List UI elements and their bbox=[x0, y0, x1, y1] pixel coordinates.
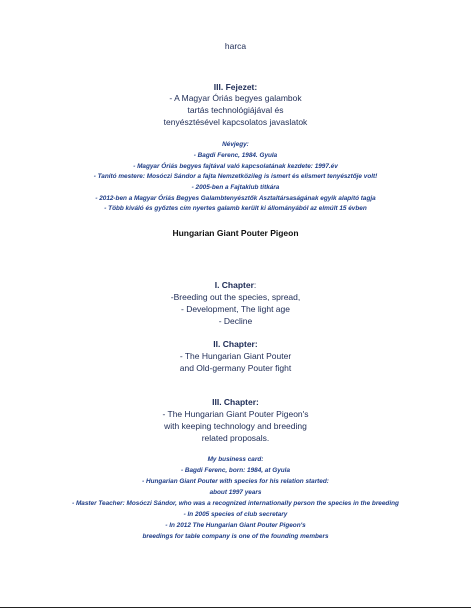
en-card-line: - Hungarian Giant Pouter with species for his relation started: bbox=[142, 478, 329, 485]
en-chapter2-heading: II. Chapter: bbox=[213, 339, 258, 349]
en-card-line: about 1997 years bbox=[209, 489, 262, 496]
en-card-line: - In 2005 species of club secretary bbox=[183, 511, 288, 518]
hu-card-line: - 2012-ben a Magyar Óriás Begyes Galambtenyésztők Asztaltársaságának egyik alapító tagja bbox=[95, 195, 376, 202]
en-card-line: - Master Teacher: Mosóczi Sándor, who was a recognized internationally person the species in the breeding bbox=[72, 500, 399, 507]
en-chapter1-heading: I. Chapter bbox=[214, 280, 254, 290]
en-chapter3-line: - The Hungarian Giant Pouter Pigeon's bbox=[162, 409, 309, 419]
hu-chapter3-line: - A Magyar Óriás begyes galambok bbox=[169, 93, 302, 103]
hu-chapter3-line: tartás technológiájával és bbox=[187, 105, 284, 115]
en-chapter3-line: with keeping technology and breeding bbox=[164, 421, 307, 431]
en-card-line: breedings for table company is one of the founding members bbox=[142, 533, 329, 540]
hu-card-line: - Tanító mestere: Mosóczi Sándor a fajta Nemzetközileg is ismert és elismert tenyésztője volt! bbox=[93, 173, 378, 180]
document-title: Hungarian Giant Pouter Pigeon bbox=[172, 228, 299, 238]
continued-heading-word: harca bbox=[224, 41, 247, 51]
en-chapter2-line: - The Hungarian Giant Pouter bbox=[179, 351, 292, 361]
hu-card-line: - Több kiváló és győztes cím nyertes galamb került ki állományából az elmúlt 15 évben bbox=[104, 205, 367, 212]
en-chapter1-heading-line bbox=[0, 281, 471, 290]
en-card-line: - Bagdi Ferenc, born: 1984, at Gyula bbox=[180, 467, 291, 474]
hu-chapter3-line: tenyésztésével kapcsolatos javaslatok bbox=[163, 117, 308, 127]
en-chapter3-heading: III. Chapter: bbox=[212, 397, 259, 407]
hu-card-line: - 2005-ben a Fajtaklub titkára bbox=[191, 184, 280, 191]
page-bottom-border bbox=[0, 607, 471, 608]
hu-card-line: - Bagdi Ferenc, 1984. Gyula bbox=[193, 152, 278, 159]
en-chapter2-line: and Old-germany Pouter fight bbox=[179, 363, 292, 373]
en-card-line: - In 2012 The Hungarian Giant Pouter Pigeon's bbox=[165, 522, 306, 529]
en-chapter1-line: -Breeding out the species, spread, bbox=[170, 292, 301, 302]
hu-card-line: - Magyar Óriás begyes fajtával való kapcsolatának kezdete: 1997.év bbox=[133, 163, 338, 170]
en-chapter1-line: - Development, The light age bbox=[181, 304, 290, 314]
en-chapter1-line: - Decline bbox=[218, 316, 253, 326]
en-chapter3-line: related proposals. bbox=[201, 433, 270, 443]
hu-chapter3-heading: III. Fejezet: bbox=[213, 82, 258, 92]
hu-card-heading: Névjegy: bbox=[222, 141, 249, 148]
en-card-heading: My business card: bbox=[207, 456, 264, 463]
en-chapter1-colon: : bbox=[253, 280, 257, 290]
